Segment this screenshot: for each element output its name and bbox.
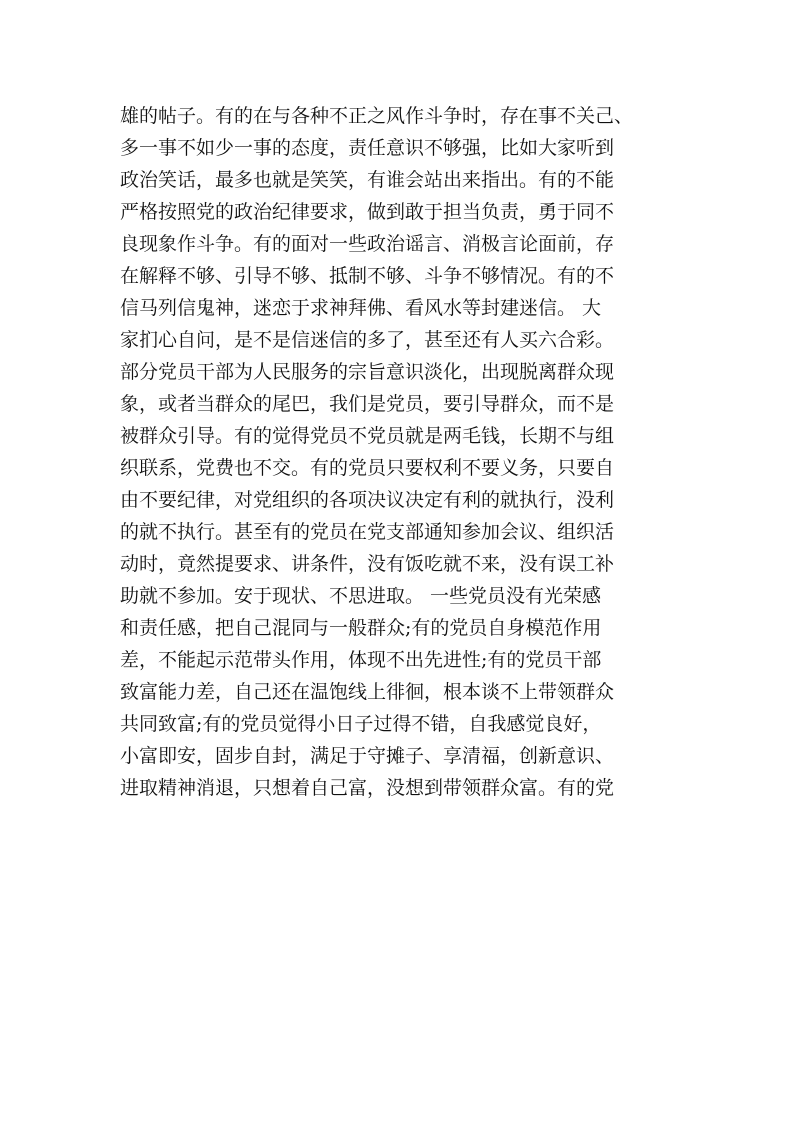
text-line: 小富即安，固步自封，满足于守摊子、享清福，创新意识、 — [120, 745, 615, 767]
text-line: 共同致富;有的党员觉得小日子过得不错，自我感觉良好， — [120, 713, 602, 735]
text-line: 象，或者当群众的尾巴，我们是党员，要引导群众，而不是 — [120, 393, 615, 415]
text-line: 政治笑话，最多也就是笑笑，有谁会站出来指出。有的不能 — [120, 169, 615, 191]
text-line: 部分党员干部为人民服务的宗旨意识淡化，出现脱离群众现 — [120, 361, 615, 383]
text-line: 动时，竟然提要求、讲条件，没有饭吃就不来，没有误工补 — [120, 553, 615, 575]
text-line: 在解释不够、引导不够、抵制不够、斗争不够情况。有的不 — [120, 265, 615, 287]
text-line: 进取精神消退，只想着自己富，没想到带领群众富。有的党 — [120, 777, 615, 799]
text-line: 雄的帖子。有的在与各种不正之风作斗争时，存在事不关己、 — [120, 105, 634, 127]
text-line: 严格按照党的政治纪律要求，做到敢于担当负责，勇于同不 — [120, 201, 615, 223]
body-paragraph — [120, 100, 685, 804]
text-line: 的就不执行。甚至有的党员在党支部通知参加会议、组织活 — [120, 521, 615, 543]
text-line: 差，不能起示范带头作用，体现不出先进性;有的党员干部 — [120, 649, 602, 671]
text-line: 被群众引导。有的觉得党员不党员就是两毛钱，长期不与组 — [120, 425, 615, 447]
text-line: 多一事不如少一事的态度，责任意识不够强，比如大家听到 — [120, 137, 615, 159]
text-line: 信马列信鬼神，迷恋于求神拜佛、看风水等封建迷信。 大 — [120, 297, 602, 319]
text-line: 和责任感，把自己混同与一般群众;有的党员自身模范作用 — [120, 617, 602, 639]
text-line: 家扪心自问，是不是信迷信的多了，甚至还有人买六合彩。 — [120, 329, 615, 351]
text-line: 良现象作斗争。有的面对一些政治谣言、消极言论面前，存 — [120, 233, 615, 255]
text-line: 助就不参加。安于现状、不思进取。 一些党员没有光荣感 — [120, 585, 602, 607]
text-line: 由不要纪律，对党组织的各项决议决定有利的就执行，没利 — [120, 489, 615, 511]
text-line: 织联系，党费也不交。有的党员只要权利不要义务，只要自 — [120, 457, 615, 479]
text-line: 致富能力差，自己还在温饱线上徘徊，根本谈不上带领群众 — [120, 681, 615, 703]
